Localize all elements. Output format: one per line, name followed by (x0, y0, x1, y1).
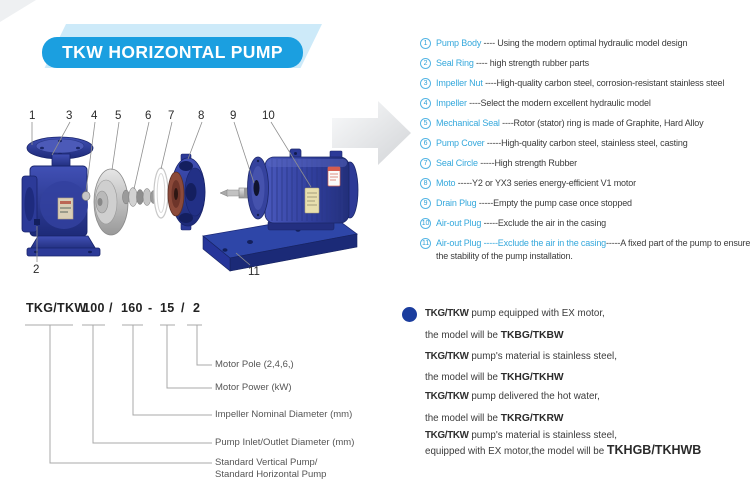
parts-list (420, 37, 754, 270)
part-name: Air-out Plug -----Exclude the air in the casing (436, 238, 607, 248)
circled-number: 4 (420, 98, 431, 109)
bullet-icon (402, 307, 417, 322)
note-line (425, 430, 617, 441)
part-name: Seal Circle (436, 158, 478, 168)
brand-text: TKG/TKW (425, 430, 469, 441)
model-name: TKBG/TKBW (500, 330, 564, 341)
circled-number: 1 (420, 38, 431, 49)
part-name: Impeller Nut (436, 78, 483, 88)
pump-exploded-diagram (0, 90, 420, 290)
model-code-connectors (20, 320, 220, 480)
callout-1: 1 (29, 110, 36, 122)
label-impeller-dia: Impeller Nominal Diameter (mm) (215, 409, 353, 420)
circled-number: 6 (420, 138, 431, 149)
callout-7: 7 (168, 110, 175, 122)
code-pole: 2 (193, 301, 201, 315)
list-item (420, 217, 754, 230)
list-item (420, 57, 754, 70)
list-item (420, 37, 754, 50)
note-line (425, 351, 617, 362)
label-motor-pole: Motor Pole (2,4,6,) (215, 359, 294, 370)
part-desc: ----Rotor (stator) ring is made of Graphite, Hard Alloy (499, 118, 704, 128)
callout-6: 6 (145, 110, 152, 122)
brand-text: TKG/TKW (425, 391, 469, 402)
callout-2: 2 (33, 264, 40, 276)
label-standard-vert: Standard Vertical Pump/ (215, 457, 318, 468)
part-name: Drain Plug (436, 198, 477, 208)
note-text: the model will be (425, 372, 501, 383)
callout-4: 4 (91, 110, 98, 122)
part-desc: -----Empty the pump case once stopped (476, 198, 632, 208)
list-item (420, 237, 754, 263)
note-line (425, 391, 600, 402)
code-power: 15 (160, 301, 175, 315)
callout-10: 10 (262, 110, 275, 122)
model-name: TKHG/TKHW (500, 372, 564, 383)
corner-decoration (0, 0, 36, 22)
circled-number: 8 (420, 178, 431, 189)
part-pump-cover (168, 154, 205, 230)
right-arrow-icon (332, 101, 411, 165)
note-line (425, 330, 564, 341)
label-motor-power: Motor Power (kW) (215, 382, 292, 393)
part-name: Impeller (436, 98, 467, 108)
circled-number: 5 (420, 118, 431, 129)
model-name: TKHGB/TKHWB (606, 443, 702, 457)
part-desc: -----A fixed part of the pump to ensure the stability of the pump installation. (436, 238, 751, 261)
circled-number: 11 (420, 238, 431, 249)
part-desc: -----Exclude the air in the casing (481, 218, 607, 228)
note-text: pump's material is stainless steel, (468, 351, 617, 362)
callout-8: 8 (198, 110, 205, 122)
callout-11: 11 (248, 266, 260, 278)
part-seal-circle (154, 168, 168, 218)
part-name: Air-out Plug (436, 218, 482, 228)
note-text: the model will be (425, 413, 501, 424)
list-item (420, 157, 754, 170)
part-desc: ---- Using the modern optimal hydraulic model design (481, 38, 688, 48)
list-item (420, 137, 754, 150)
note-line (425, 308, 605, 319)
note-text: pump delivered the hot water, (468, 391, 600, 402)
circled-number: 7 (420, 158, 431, 169)
code-dash: - (148, 301, 153, 315)
note-line (425, 443, 701, 457)
brand-text: TKG/TKW (425, 351, 469, 362)
list-item (420, 177, 754, 190)
callout-3: 3 (66, 110, 73, 122)
code-slash: / (109, 301, 113, 315)
label-standard-horiz: Standard Horizontal Pump (215, 469, 327, 480)
code-series: TKG/TKW (26, 301, 87, 315)
circled-number: 3 (420, 78, 431, 89)
note-line (425, 413, 563, 424)
list-item (420, 77, 754, 90)
note-line (425, 372, 564, 383)
model-name: TKRG/TKRW (500, 413, 564, 424)
callout-5: 5 (115, 110, 122, 122)
part-impeller (94, 169, 128, 235)
part-desc: ----Select the modern excellent hydraulic model (466, 98, 651, 108)
circled-number: 10 (421, 220, 430, 227)
part-desc: ---- high strength rubber parts (473, 58, 589, 68)
part-desc: ----High-quality carbon steel, corrosion-resistant stainless steel (482, 78, 725, 88)
part-desc: -----High strength Rubber (477, 158, 578, 168)
part-name: Moto (436, 178, 456, 188)
list-item (420, 197, 754, 210)
part-name: Pump Cover (436, 138, 485, 148)
label-inlet-outlet: Pump Inlet/Outlet Diameter (mm) (215, 437, 355, 448)
brand-text: TKG/TKW (425, 308, 469, 319)
part-name: Mechanical Seal (436, 118, 500, 128)
part-desc: -----High-quality carbon steel, stainless steel, casting (484, 138, 688, 148)
circled-number: 2 (420, 58, 431, 69)
note-text: the model will be (425, 330, 501, 341)
part-motor (248, 149, 359, 230)
part-impeller-nut (82, 192, 90, 201)
code-slash2: / (181, 301, 185, 315)
note-text: equipped with EX motor,the model will be (425, 446, 607, 457)
code-impeller: 160 (121, 301, 143, 315)
page-title: TKW HORIZONTAL PUMP (42, 37, 303, 68)
circled-number: 9 (420, 198, 431, 209)
part-name: Seal Ring (436, 58, 474, 68)
code-inlet: 100 (83, 301, 105, 315)
list-item (420, 97, 754, 110)
part-name: Pump Body (436, 38, 482, 48)
list-item (420, 117, 754, 130)
note-text: pump's material is stainless steel, (468, 430, 617, 441)
callout-9: 9 (230, 110, 237, 122)
note-text: pump equipped with EX motor, (468, 308, 605, 319)
part-desc: -----Y2 or YX3 series energy-efficient V1 motor (455, 178, 636, 188)
